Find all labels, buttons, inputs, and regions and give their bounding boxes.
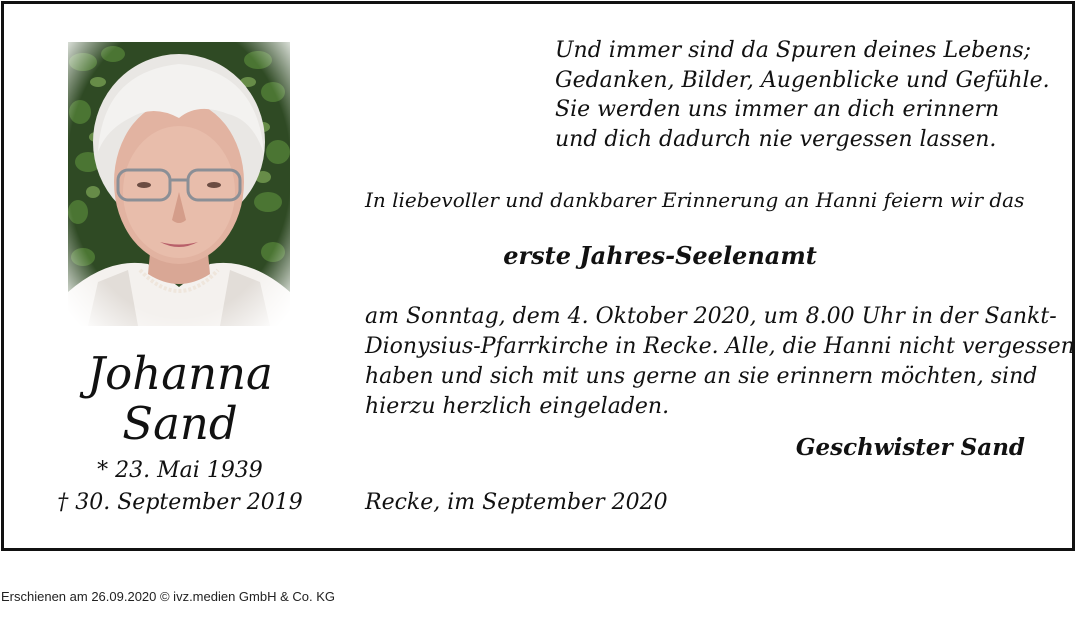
publication-footer: Erschienen am 26.09.2020 © ivz.medien GmbH & Co. KG: [1, 589, 336, 604]
invitation-text: [365, 302, 1075, 422]
poem-line: Sie werden uns immer an dich erinnern: [555, 97, 1000, 122]
invitation-line: hierzu herzlich eingeladen.: [365, 394, 670, 419]
deceased-last-name: Sand: [122, 397, 238, 450]
mass-headline: erste Jahres-Seelenamt: [503, 241, 817, 270]
poem-line: Gedanken, Bilder, Augenblicke und Gefühle.: [555, 67, 1050, 93]
memorial-poem: [555, 36, 1055, 154]
death-date: † 30. September 2019: [57, 490, 303, 515]
intro-text: In liebevoller und dankbarer Erinnerung an Hanni feiern wir das: [365, 188, 1025, 212]
birth-date: * 23. Mai 1939: [97, 458, 263, 483]
poem-line: Und immer sind da Spuren deines Lebens;: [555, 38, 1032, 63]
invitation-line: am Sonntag, dem 4. Oktober 2020, um 8.00 Uhr in der Sankt-: [365, 304, 1057, 329]
poem-line: und dich dadurch nie vergessen lassen.: [555, 126, 997, 152]
invitation-line: Dionysius-Pfarrkirche in Recke. Alle, die Hanni nicht vergessen: [365, 334, 1075, 359]
signature: Geschwister Sand: [795, 434, 1025, 461]
portrait-photo: [68, 42, 290, 326]
deceased-first-name: Johanna: [87, 347, 273, 400]
invitation-line: haben und sich mit uns gerne an sie erinnern möchten, sind: [365, 364, 1038, 389]
place-and-date: Recke, im September 2020: [365, 490, 668, 515]
